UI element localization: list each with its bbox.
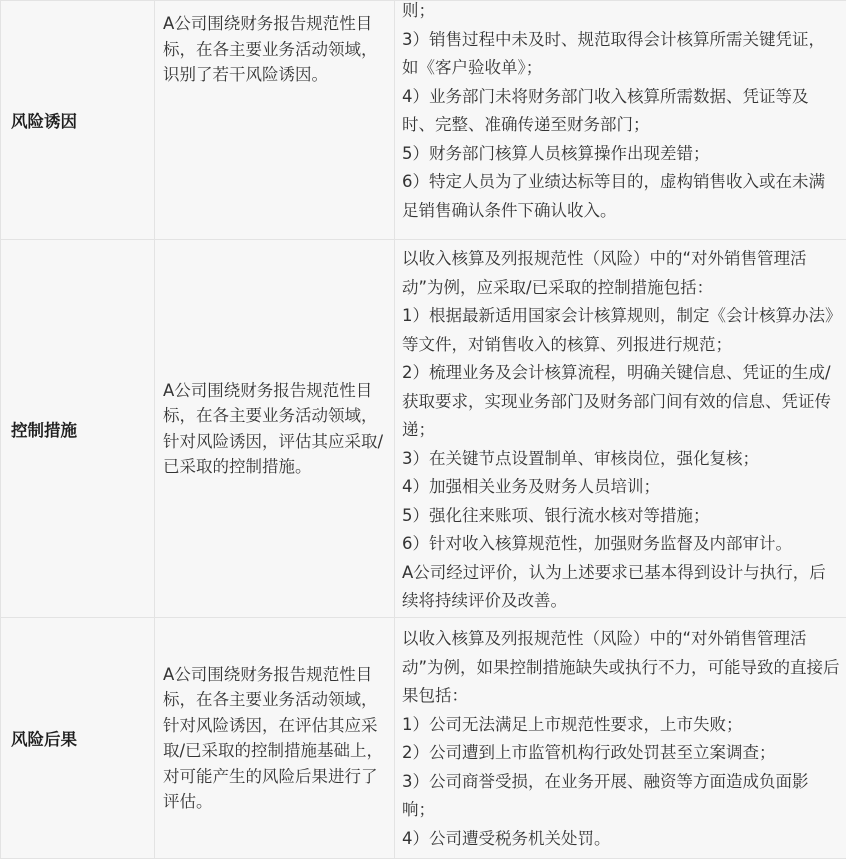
table-row-control-measures [1,240,846,618]
row-details [395,1,846,240]
table-row-risk-consequences [1,618,846,859]
row-description: A公司围绕财务报告规范性目标，在各主要业务活动领域，针对风险诱因，在评估其应采取/已采取的控制措施基础上，对可能产生的风险后果进行了评估。 [155,618,395,859]
row-details [395,240,846,618]
detail-line: 以收入核算及列报规范性（风险）中的“对外销售管理活动”为例，应采取/已采取的控制措施包括： [402,245,840,302]
row-description: A公司围绕财务报告规范性目标，在各主要业务活动领域，针对风险诱因，评估其应采取/已采取的控制措施。 [155,240,395,618]
row-label: 控制措施 [1,240,155,618]
detail-line: 5）强化往来账项、银行流水核对等措施； [402,502,840,531]
detail-line: 则； [402,0,840,26]
detail-line: 1）根据最新适用国家会计核算规则，制定《会计核算办法》等文件，对销售收入的核算、列报进行规范； [402,302,840,359]
table-row-risk-factors [1,1,846,240]
detail-line: 4）加强相关业务及财务人员培训； [402,473,840,502]
detail-line: 4）业务部门未将财务部门收入核算所需数据、凭证等及时、完整、准确传递至财务部门； [402,83,840,140]
detail-line: 6）针对收入核算规范性，加强财务监督及内部审计。 [402,530,840,559]
detail-line: 6）特定人员为了业绩达标等目的，虚构销售收入或在未满足销售确认条件下确认收入。 [402,168,840,225]
detail-line: 3）公司商誉受损，在业务开展、融资等方面造成负面影响； [402,768,840,825]
detail-line: 5）财务部门核算人员核算操作出现差错； [402,140,840,169]
detail-line: 2）梳理业务及会计核算流程，明确关键信息、凭证的生成/获取要求，实现业务部门及财务部门间有效的信息、凭证传递； [402,359,840,445]
row-label: 风险后果 [1,618,155,859]
row-details [395,618,846,859]
detail-line: A公司经过评价，认为上述要求已基本得到设计与执行，后续将持续评价及改善。 [402,559,840,616]
detail-line: 3）销售过程中未及时、规范取得会计核算所需关键凭证，如《客户验收单》； [402,26,840,83]
row-label: 风险诱因 [1,1,155,240]
detail-line: 2）公司遭到上市监管机构行政处罚甚至立案调查； [402,739,840,768]
row-description: A公司围绕财务报告规范性目标，在各主要业务活动领域，识别了若干风险诱因。 [155,1,395,240]
detail-line: 以收入核算及列报规范性（风险）中的“对外销售管理活动”为例，如果控制措施缺失或执行不力，可能导致的直接后果包括： [402,625,840,711]
detail-line: 4）公司遭受税务机关处罚。 [402,825,840,854]
detail-line: 1）公司无法满足上市规范性要求，上市失败； [402,711,840,740]
detail-line: 3）在关键节点设置制单、审核岗位，强化复核； [402,445,840,474]
